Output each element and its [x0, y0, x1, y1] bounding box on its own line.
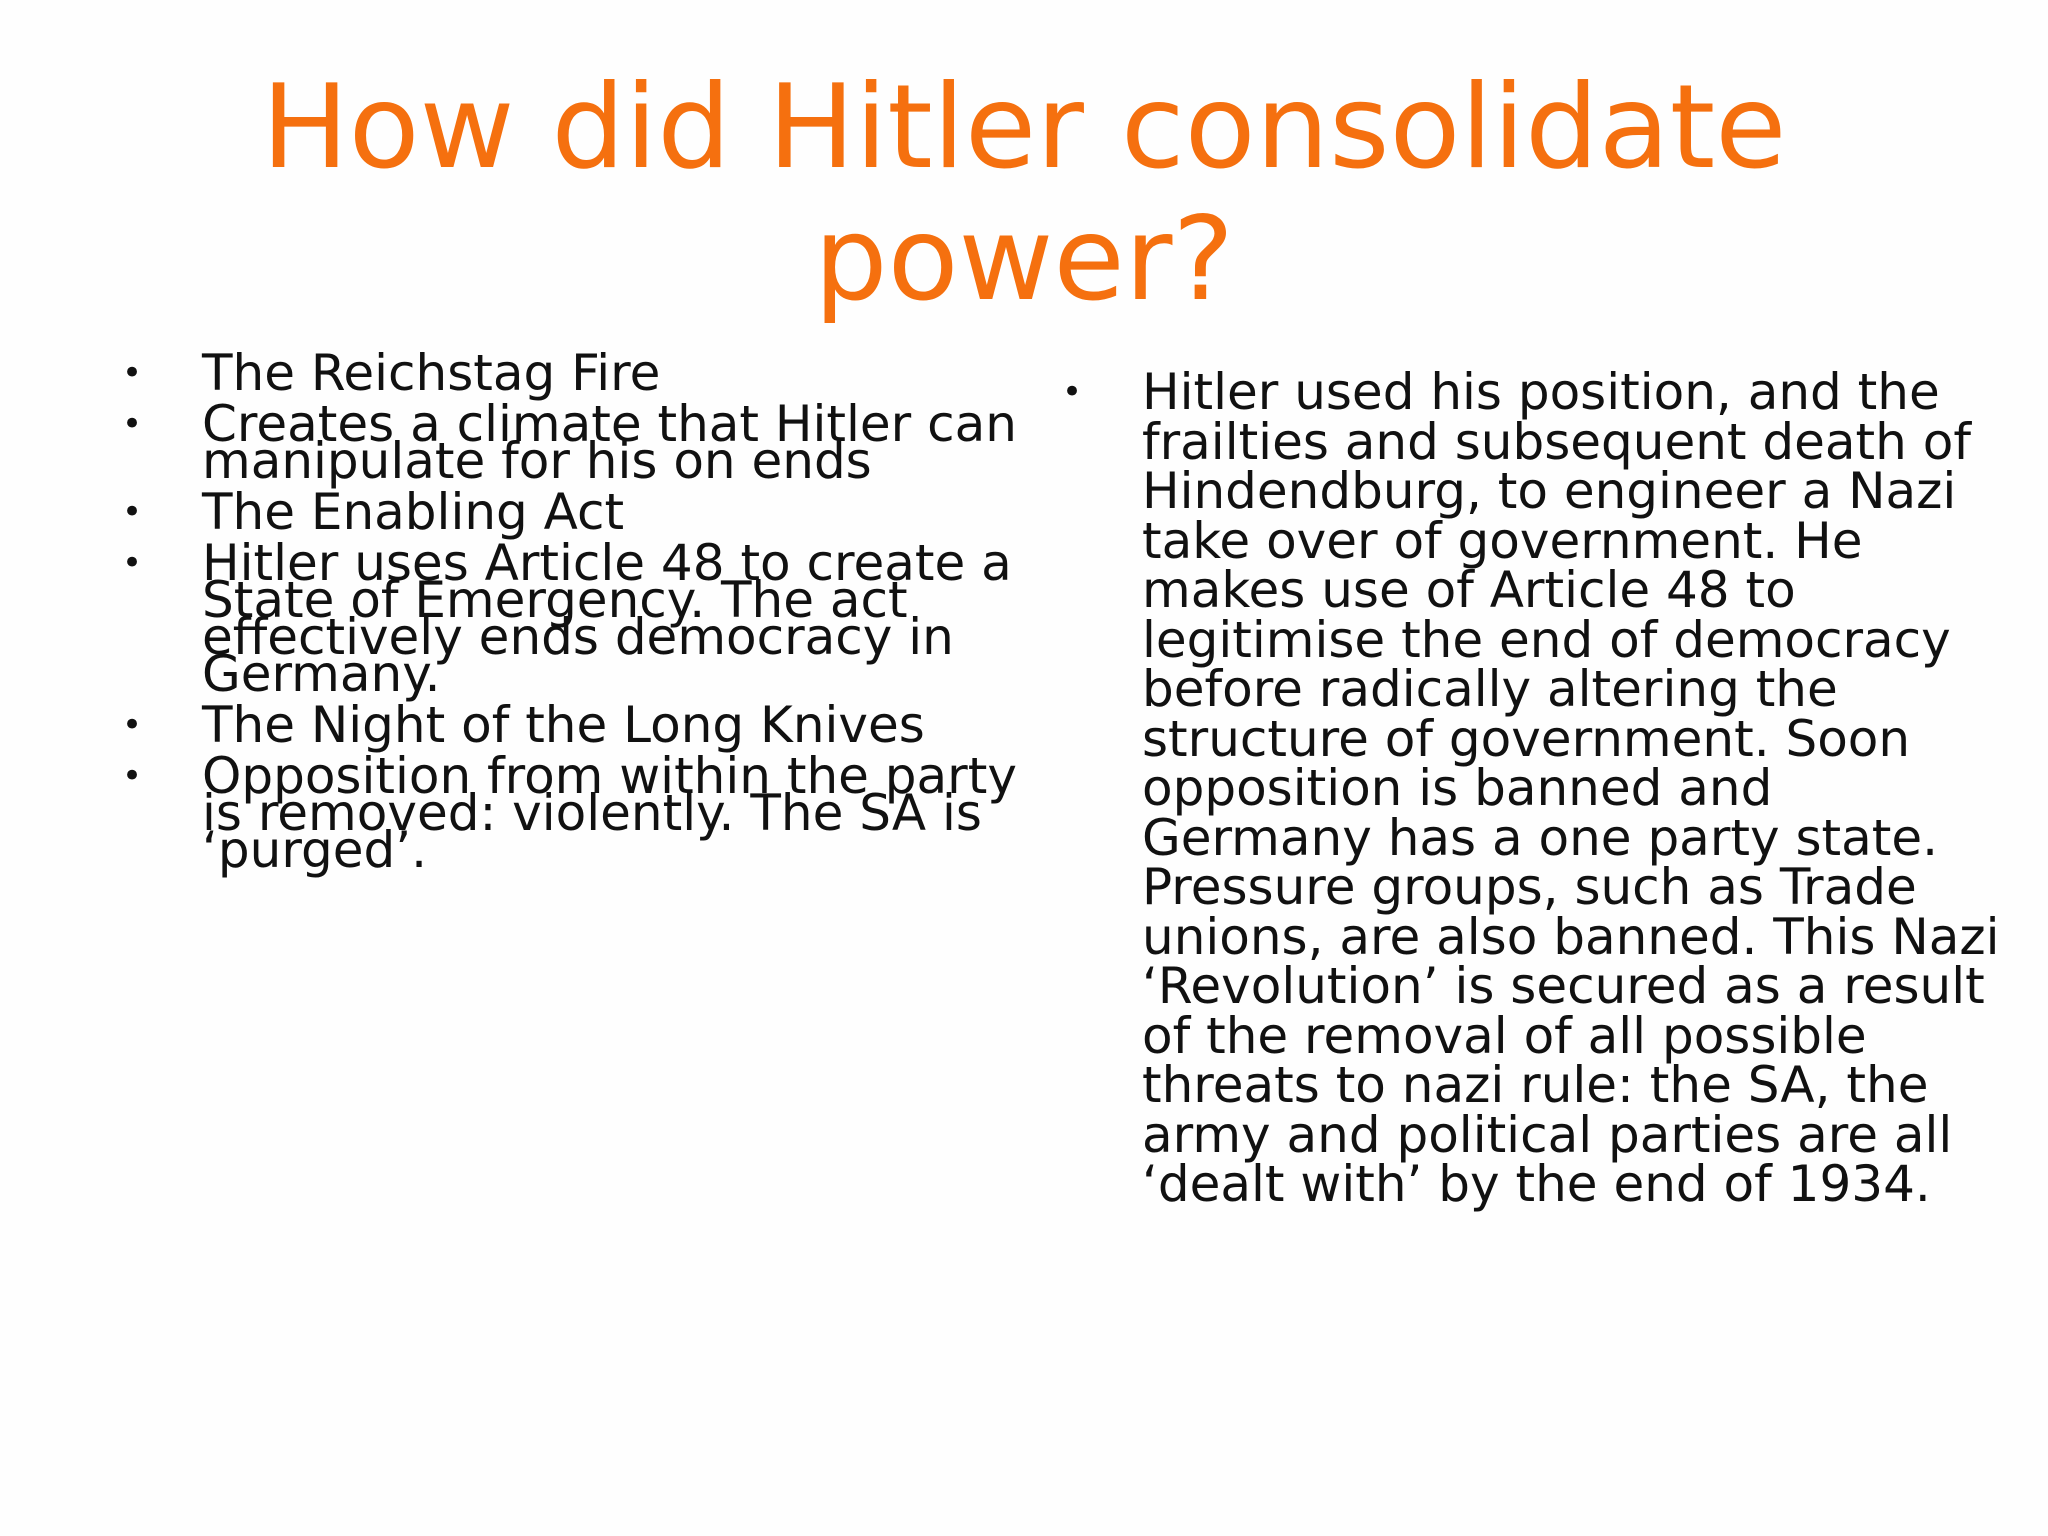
bullet-icon: • — [122, 404, 143, 444]
list-item — [120, 483, 1020, 541]
bullet-text: The Night of the Long Knives — [202, 696, 925, 754]
bullet-icon: • — [122, 543, 143, 583]
bullet-icon: • — [122, 756, 143, 796]
list-item — [120, 696, 1020, 754]
bullet-text: Hitler uses Article 48 to create a State of Emergency. The act effectively ends democracy in Germany. — [202, 534, 1012, 703]
bullet-text: The Enabling Act — [202, 483, 625, 541]
list-item — [1060, 363, 2000, 1213]
left-bullet-list — [120, 344, 1020, 879]
bullet-icon: • — [1062, 372, 1083, 412]
bullet-text: The Reichstag Fire — [202, 344, 661, 402]
list-item — [120, 344, 1020, 402]
bullet-text: Hitler used his position, and the frailties and subsequent death of Hindendburg, to engineer a Nazi take over of government. He makes use of Article 48 to legitimise the end of democracy before radically altering the structure of government. Soon opposition is banned and Germany has a one party state. Pressure groups, such as Trade unions, are also banned. This Nazi ‘Revolution’ is secured as a result of the removal of all possible threats to nazi rule: the SA, the army and political parties are all ‘dealt with’ by the end of 1934. — [1142, 363, 2000, 1213]
slide-title — [0, 62, 2048, 326]
bullet-icon: • — [122, 705, 143, 745]
bullet-icon: • — [122, 353, 143, 393]
bullet-icon: • — [122, 492, 143, 532]
right-bullet-list — [1060, 363, 2000, 1213]
list-item — [120, 747, 1020, 879]
left-column — [120, 344, 1020, 883]
list-item — [120, 534, 1020, 703]
bullet-text: Creates a climate that Hitler can manipulate for his on ends — [202, 395, 1017, 490]
right-column — [1060, 363, 2000, 1224]
list-item — [120, 395, 1020, 490]
title-line-2: power? — [813, 192, 1235, 327]
title-line-1: How did Hitler consolidate — [261, 60, 1787, 195]
bullet-text: Opposition from within the party is removed: violently. The SA is ‘purged’. — [202, 747, 1017, 879]
